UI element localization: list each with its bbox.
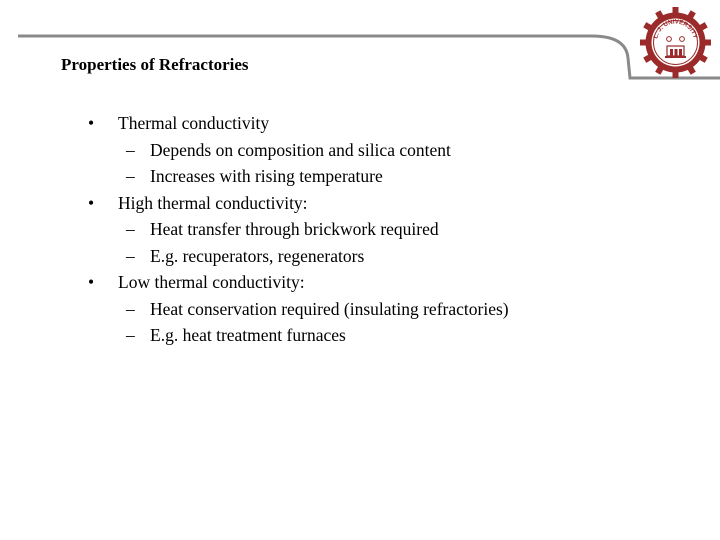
- bullet-marker: •: [88, 272, 95, 292]
- logo-text: L. J. UNIVERSITY: [652, 18, 699, 40]
- sub-bullet-item: [88, 137, 688, 164]
- dash-marker: –: [126, 219, 135, 239]
- sub-bullet-item: [88, 296, 688, 323]
- university-logo: [638, 5, 713, 80]
- dash-marker: –: [126, 325, 135, 345]
- sub-bullet-text: E.g. recuperators, regenerators: [150, 245, 365, 266]
- sub-bullet-item: [88, 216, 688, 243]
- sub-bullet-item: [88, 243, 688, 270]
- sub-bullet-text: Heat transfer through brickwork required: [150, 219, 439, 239]
- dash-marker: –: [126, 298, 135, 319]
- sub-bullet-text: Increases with rising temperature: [150, 166, 383, 186]
- dash-marker: –: [126, 139, 135, 160]
- bullet-text: Thermal conductivity: [118, 113, 270, 133]
- sub-bullet-text: E.g. heat treatment furnaces: [150, 325, 346, 345]
- dash-marker: –: [126, 166, 135, 186]
- slide-title: Properties of Refractories: [61, 55, 249, 74]
- bullet-item: [88, 110, 688, 137]
- sub-bullet-text: Depends on composition and silica content: [150, 139, 451, 160]
- sub-bullet-item: [88, 322, 688, 349]
- bullet-marker: •: [88, 113, 95, 133]
- bullet-marker: •: [88, 192, 95, 213]
- slide-content: [88, 110, 688, 349]
- bullet-item: [88, 190, 688, 217]
- sub-bullet-item: [88, 163, 688, 190]
- sub-bullet-text: Heat conservation required (insulating refractories): [150, 298, 509, 319]
- bullet-text: Low thermal conductivity:: [118, 272, 305, 292]
- dash-marker: –: [126, 245, 135, 266]
- bullet-item: [88, 269, 688, 296]
- bullet-text: High thermal conductivity:: [118, 192, 308, 213]
